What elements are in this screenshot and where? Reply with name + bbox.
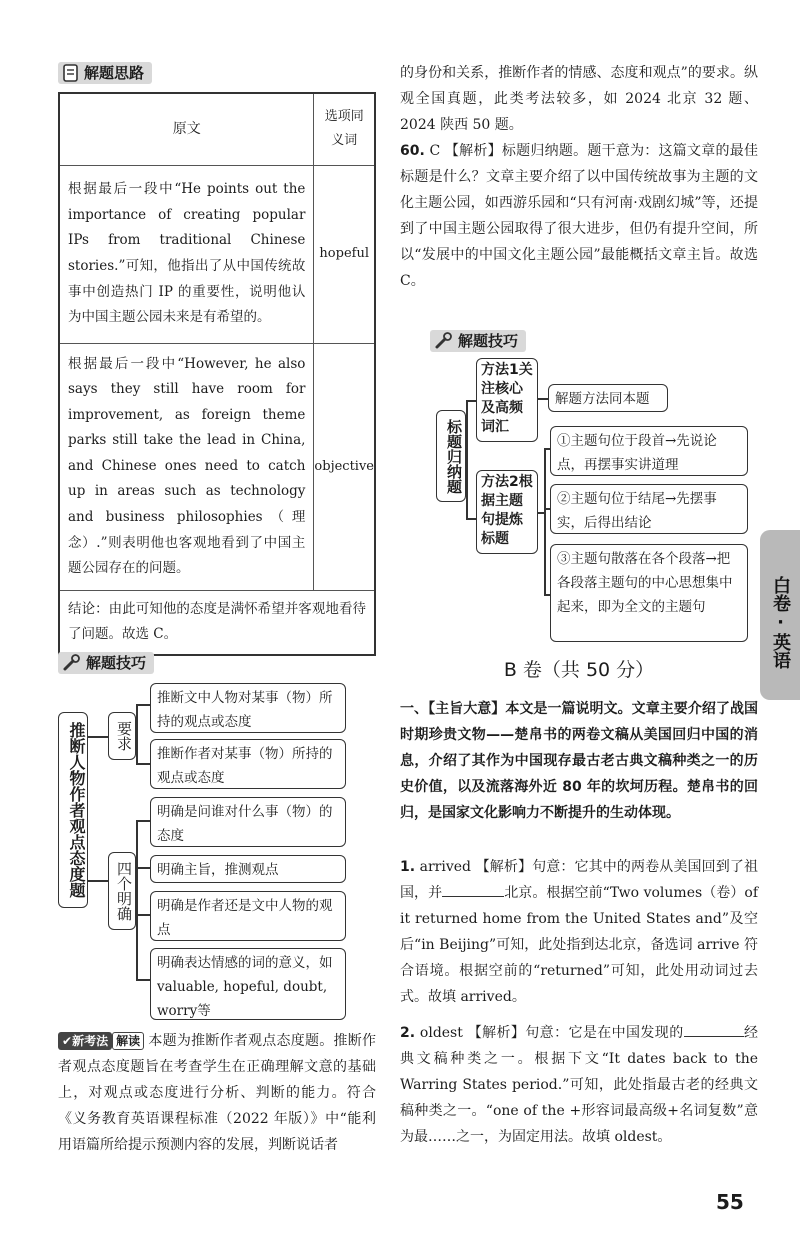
table-cell-option: objective — [314, 343, 375, 590]
synonym-analysis-table — [58, 92, 376, 656]
question-60 — [400, 138, 758, 294]
column-header-source: 原文 — [59, 93, 314, 165]
new-exam-note-text: 本题为推断作者观点态度题。推断作者观点态度题旨在考查学生在正确理解文意的基础上，对观点或态度进行分析、判断的能力。符合《义务教育英语课程标准（2022 年版）》中“能利用语篇所给提示预测内容的发展，判断说话者 — [58, 1033, 376, 1153]
tree-leaf: 解题方法同本题 — [548, 384, 668, 412]
tree-method-1: 方法1关注核心及高频词汇 — [476, 358, 538, 442]
interpretation-tag: 解读 — [112, 1032, 144, 1050]
question-2: 2. oldest 【解析】句意：它是在中国发现的 经典文稿种类之一。根据下文“It dates back to the Warring States period.”可知，此处指最古老的经典文稿种类之一。“one of the +形容词最高级+名词复数”意为最……之一，为固定用法。故填 oldest。 — [400, 1020, 758, 1150]
question-number: 60. — [400, 143, 425, 159]
question-number: 2. — [400, 1025, 416, 1041]
wrench-icon — [62, 654, 82, 672]
solution-approach-header — [58, 62, 152, 90]
tree-leaf: 明确主旨，推测观点 — [150, 855, 346, 883]
tree-branch-four-clarify: 四个明确 — [108, 852, 136, 930]
table-cell-option: hopeful — [314, 165, 375, 343]
tree-leaf: ①主题句位于段首→先说论点，再摆事实讲道理 — [550, 426, 748, 476]
table-cell-source: 根据最后一段中“He points out the importance of creating popular IPs from traditional Chinese stories.”可知，他指出了从中国传统故事中创造热门 IP 的重要性，说明他认为中国主题公园未来是有希望的。 — [59, 165, 314, 343]
check-circle-icon: ✔ — [62, 1034, 73, 1048]
new-exam-tag: ✔新考法 — [58, 1032, 112, 1050]
tree-method-2: 方法2根据主题句提炼标题 — [476, 470, 538, 554]
answer-blank — [442, 881, 504, 897]
skills-label: 解题技巧 — [458, 332, 519, 350]
solution-approach-label: 解题思路 — [84, 64, 145, 82]
tree-leaf: 明确是作者还是文中人物的观点 — [150, 891, 346, 941]
tree-leaf: 推断文中人物对某事（物）所持的观点或态度 — [150, 683, 346, 733]
main-idea-intro: 一、【主旨大意】本文是一篇说明文。文章主要介绍了战国时期珍贵文物——楚帛书的两卷文稿从美国回归中国的消息，介绍了其作为中国现存最古老古典文稿种类之一的历史价值，以及流落海外近 80 年的坎坷历程。楚帛书的回归，是国家文化影响力不断提升的生动体现。 — [400, 701, 758, 821]
tree-root: 标题归纳题 — [436, 410, 466, 502]
table-header-row — [59, 93, 375, 165]
column-header-option: 选项同义词 — [314, 93, 375, 165]
question-60-text: C 【解析】标题归纳题。题干意为：这篇文章的最佳标题是什么？文章主要介绍了以中国传统故事为主题的文化主题公园，如西游乐园和“只有河南·戏剧幻城”等，还提到了中国主题公园取得了很大进步，但仍有提升空间，所以“发展中的中国文化主题公园”最能概括文章主旨。故选 C。 — [400, 143, 758, 289]
wrench-icon — [434, 332, 454, 350]
tree-leaf: 明确是问谁对什么事（物）的态度 — [150, 797, 346, 847]
skills-header-left — [58, 652, 154, 680]
tree-leaf: 推断作者对某事（物）所持的观点或态度 — [150, 739, 346, 789]
question-number: 1. — [400, 859, 416, 875]
new-exam-note — [58, 1028, 376, 1158]
tree-root: 推断人物作者观点态度题 — [58, 712, 88, 908]
table-row — [59, 343, 375, 590]
question-1: 1. arrived 【解析】句意：它其中的两卷从美国回到了祖国，并 北京。根据空前“Two volumes（卷）of it returned home from the United States and”及空后“in Beijing”可知，此处指到达北京，备选词 arrive 符合语境。根据空前的“returned”可知，此处用动词过去式。故填 arrived。 — [400, 859, 759, 1005]
tree-leaf: ②主题句位于结尾→先摆事实，后得出结论 — [550, 484, 748, 534]
tree-leaf: ③主题句散落在各个段落→把各段落主题句的中心思想集中起来，即为全文的主题句 — [550, 544, 748, 642]
page-number: 55 — [716, 1190, 744, 1214]
section-title: B 卷（共 50 分） — [503, 659, 655, 681]
skills-header-right — [430, 330, 526, 358]
continued-text: 的身份和关系，推断作者的情感、态度和观点”的要求。纵观全国真题，此类考法较多，如 2024 北京 32 题、2024 陕西 50 题。 — [400, 65, 758, 133]
tree-branch-requirement: 要求 — [108, 712, 136, 760]
notebook-icon — [62, 64, 80, 82]
table-cell-source: 根据最后一段中“However, he also says they still have room for improvement, as foreign theme parks still take the lead in China, and Chinese ones need to catch up in areas such as technology and business philosophies（理念）.”则表明他也客观地看到了中国主题公园存在的问题。 — [59, 343, 314, 590]
tree-leaf: 明确表达情感的词的意义，如valuable, hopeful, doubt, worry等 — [150, 948, 346, 1020]
table-conclusion-row — [59, 590, 375, 655]
answer-blank — [684, 1021, 744, 1037]
table-conclusion: 结论：由此可知他的态度是满怀希望并客观地看待了问题。故选 C。 — [59, 590, 375, 655]
table-row — [59, 165, 375, 343]
skills-label: 解题技巧 — [86, 654, 147, 672]
subject-side-tab: 白卷·英语 — [760, 530, 800, 700]
